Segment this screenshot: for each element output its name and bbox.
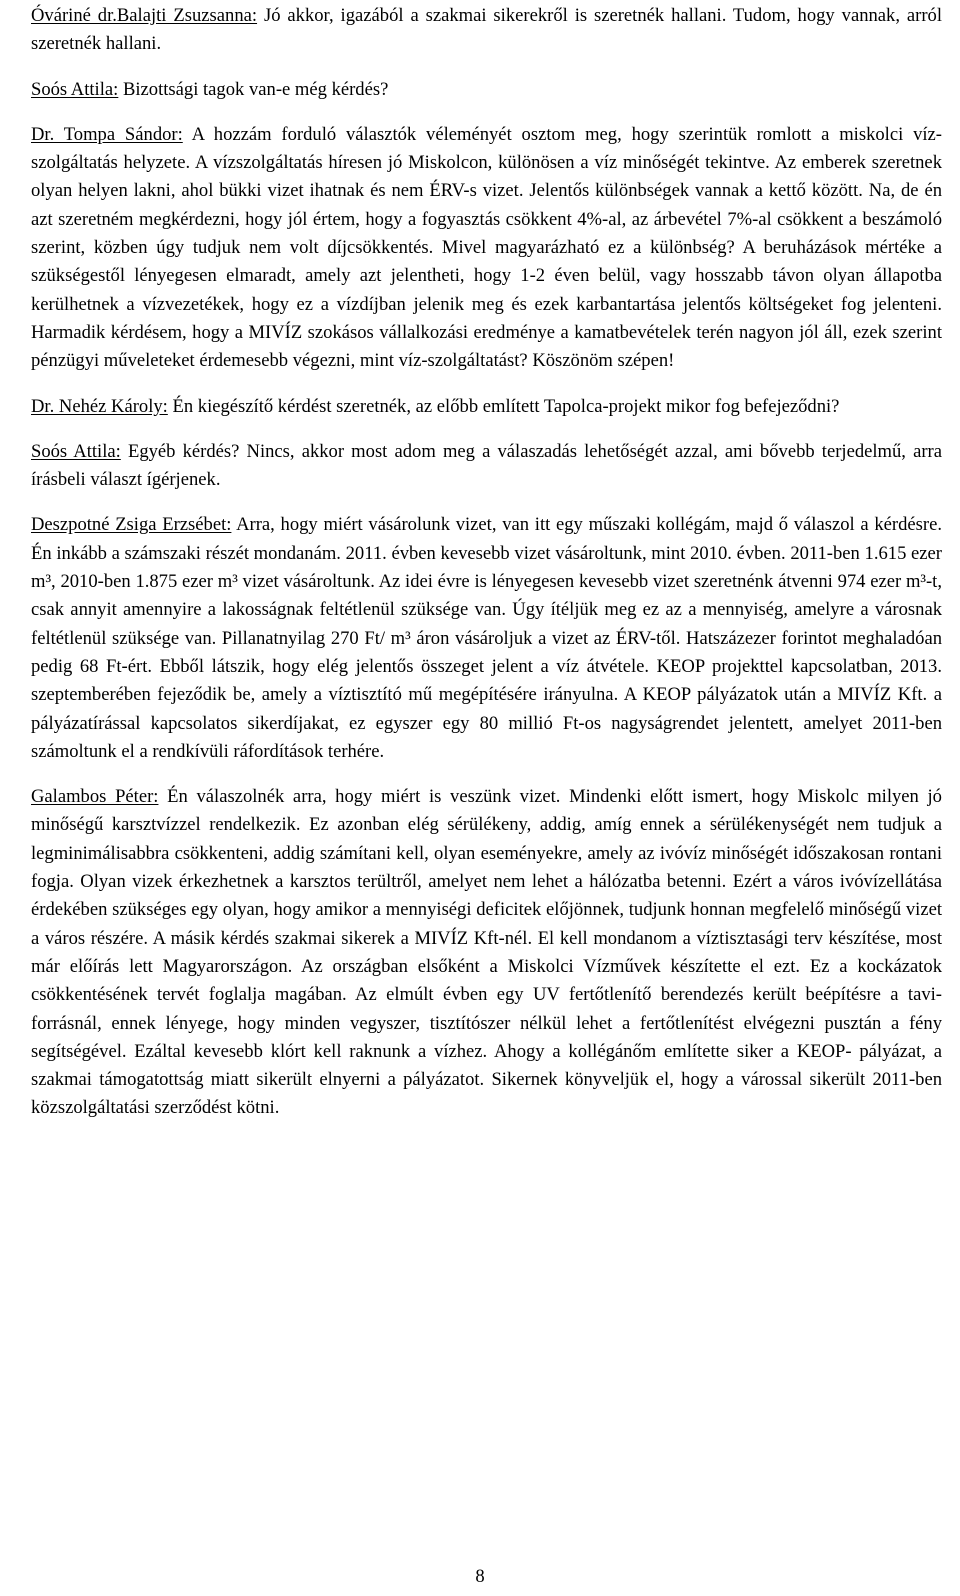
speaker-name: Óváriné dr.Balajti Zsuzsanna: bbox=[31, 5, 258, 26]
paragraph-text: Arra, hogy miért vásárolunk vizet, van itt egy műszaki kollégám, majd ő válaszol a kérdésre. Én inkább a számszaki részét mondanám. 2011. évben kevesebb vizet vásároltunk, mint 2010. évben. 2011-ben 1.615 ezer m³, 2010-ben 1.875 ezer m³ vizet vásároltunk. Az idei évre is lényegesen kevesebb vizet szeretnénk átvenni 974 ezer m³-t, csak annyit amennyire a lakosságnak feltétlenül szüksége van. Úgy ítéljük meg ez az a mennyiség, amelyre a városnak feltétlenül szüksége van. Pillanatnyilag 270 Ft/ m³ áron vásároljuk a vizet az ÉRV-től. Hatszázezer forintot meghaladóan pedig 68 Ft-ért. Ebből látszik, hogy elég jelentős összeget jelent a víz átvétele. KEOP projekttel kapcsolatban, 2013. szeptemberében fejeződik be, amely a víztisztító mű megépítésére irányulna. A KEOP pályázatok után a MIVÍZ Kft. a pályázatírással kapcsolatos sikerdíjakat, ez egyszer egy 80 millió Ft-os nagyságrendet jelentett, amelyet 2011-ben számoltunk el a rendkívüli ráfordítások terhére. bbox=[31, 514, 942, 762]
paragraph bbox=[31, 121, 942, 376]
paragraph bbox=[31, 783, 942, 1123]
paragraph-text: Egyéb kérdés? Nincs, akkor most adom meg a válaszadás lehetőségét azzal, ami bővebb terjedelmű, arra írásbeli választ ígérjenek. bbox=[31, 440, 942, 491]
paragraph bbox=[31, 438, 942, 495]
paragraph-text: Én válaszolnék arra, hogy miért is veszünk vizet. Mindenki előtt ismert, hogy Miskolc milyen jó minőségű karsztvízzel rendelkezik. Ez azonban elég sérülékeny, addig, amíg ennek a sérülékenységét nem tudjuk a legminimálisabbra csökkenteni, addig számítani kell, olyan eseményekre, amely az ivóvíz minőségét időszakosan rontani fogja. Olyan vizek érkezhetnek a karsztos terültről, amelyet nem lehet a hálózatba betenni. Ezért a város ivóvízellátása érdekében szükséges egy olyan, hogy amikor a mennyiségi deficitek előjönnek, tudjunk honnan megfelelő minőségű vizet a város részére. A másik kérdés szakmai sikerek a MIVÍZ Kft-nél. El kell mondanom a víztisztasági terv készítése, most már előírás lett Magyarországon. Az országban elsőként a Miskolci Vízművek készítette el ezt. Ez a kockázatok csökkentésének tervét foglalja magában. Az elmúlt évben egy UV fertőtlenítő berendezés került beépítésre a tavi-forrásnál, ennek lényege, hogy minden vegyszer, tisztítószer nélkül lehet a fertőtlenítést elvégezni pusztán a fény segítségével. Ezáltal kevesebb klórt kell raknunk a vízhez. Ahogy a kollégánőm említette siker a KEOP- pályázat, a szakmai támogatottság miatt sikerült elnyerni a pályázatot. Sikernek könyveljük el, hogy a várossal sikerült 2011-ben közszolgáltatási szerződést kötni. bbox=[31, 786, 942, 1119]
page-number: 8 bbox=[475, 1566, 485, 1587]
paragraph bbox=[31, 76, 942, 104]
speaker-name: Soós Attila: bbox=[31, 78, 119, 100]
paragraph bbox=[31, 2, 942, 59]
paragraph-text: Bizottsági tagok van-e még kérdés? bbox=[118, 78, 389, 100]
paragraph-text: A hozzám forduló választók véleményét osztom meg, hogy szerintük romlott a miskolci víz-szolgáltatás helyzete. A vízszolgáltatás híresen jó Miskolcon, különösen a víz minőségét tekintve. Az emberek szeretnek olyan helyen lakni, ahol bükki vizet ihatnak és nem ÉRV-s vizet. Jelentős különbségek vannak a kettő között. Na, de én azt szeretném megkérdezni, hogy jól értem, hogy a fogyasztás csökkent 4%-al, az árbevétel 7%-al csökkent a beszámoló szerint, közben úgy tudjuk nem volt díjcsökkentés. Mivel magyarázható ez a különbség? A beruházások mértéke a szükségestől lényegesen elmaradt, amely azt jelentheti, hogy 1-2 éven belül, vagy hosszabb távon olyan állapotba kerülhetnek a vízvezetékek, hogy ez a vízdíjban jelenik meg és ezek karbantartása jelentős költségeket fog jelenteni. Harmadik kérdésem, hogy a MIVÍZ szokásos vállalkozási eredménye a kamatbevételek terén nagyon jól áll, ezek szerint pénzügyi műveleteket érdemesebb végezni, mint víz-szolgáltatást? Köszönöm szépen! bbox=[31, 123, 942, 372]
paragraph bbox=[31, 511, 942, 766]
speaker-name: Dr. Tompa Sándor: bbox=[31, 123, 183, 145]
paragraph-text: Én kiegészítő kérdést szeretnék, az előbb említett Tapolca-projekt mikor fog befejeződni? bbox=[167, 395, 840, 417]
paragraph-text: Jó akkor, igazából a szakmai sikerekről is szeretnék hallani. Tudom, hogy vannak, arról szeretnék hallani. bbox=[31, 5, 942, 55]
document-page bbox=[31, 0, 942, 1140]
speaker-name: Galambos Péter: bbox=[31, 786, 159, 808]
paragraph bbox=[31, 393, 942, 421]
speaker-name: Dr. Nehéz Károly: bbox=[31, 395, 168, 417]
speaker-name: Soós Attila: bbox=[31, 440, 121, 462]
speaker-name: Deszpotné Zsiga Erzsébet: bbox=[31, 514, 232, 536]
